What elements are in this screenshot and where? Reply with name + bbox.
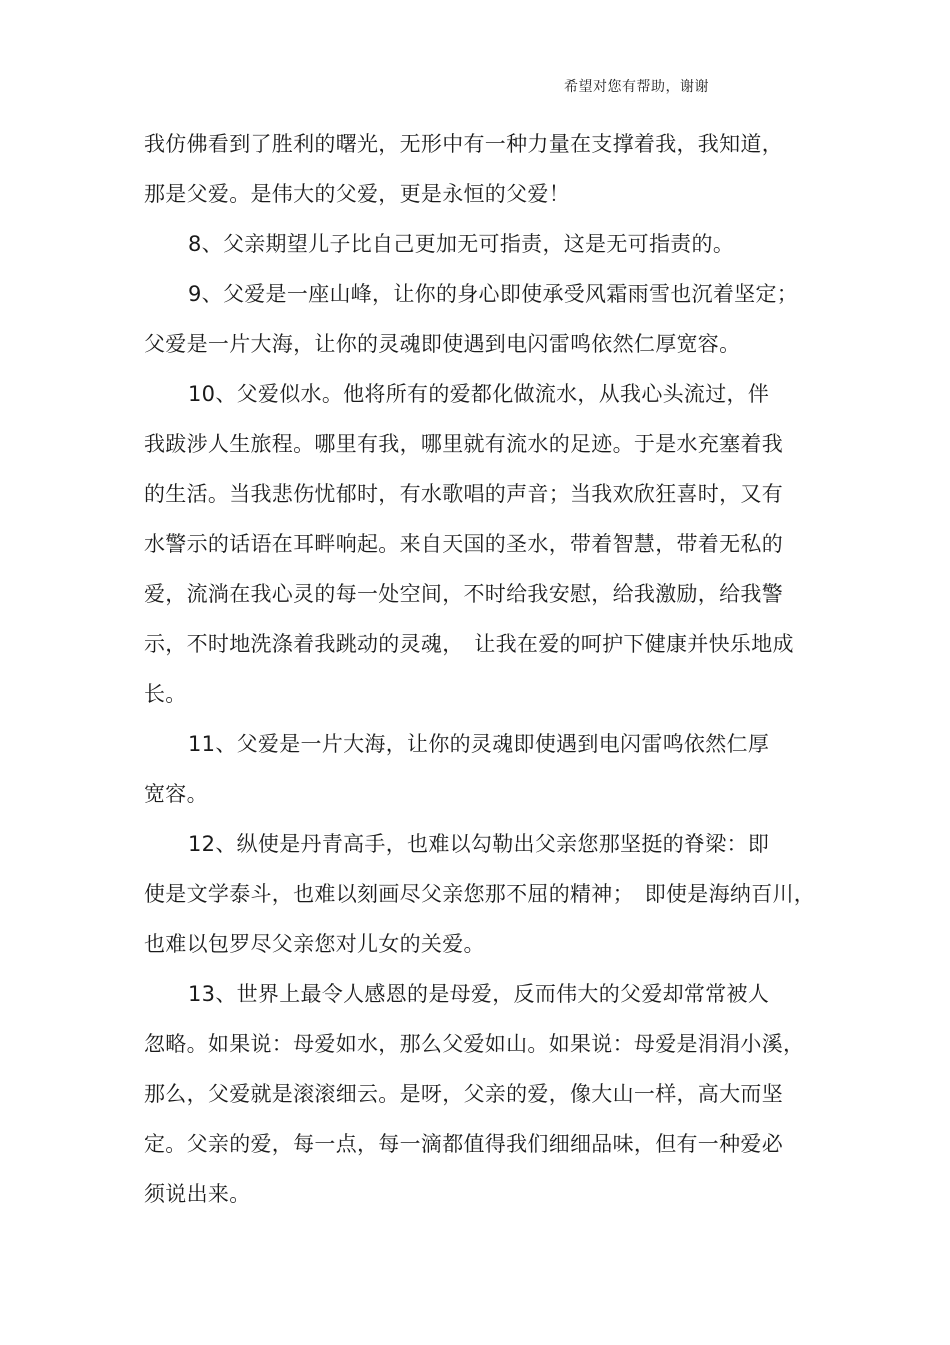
text-line: 须说出来。 <box>144 1182 251 1206</box>
text-line: 长。 <box>144 682 187 706</box>
text-line: 忽略。如果说：母爱如水，那么父爱如山。如果说：母爱是涓涓小溪， <box>144 1032 805 1056</box>
document-body <box>144 119 816 1219</box>
text-line: 父爱是一片大海，让你的灵魂即使遇到电闪雷鸣依然仁厚宽容。 <box>144 332 741 356</box>
text-line: 那是父爱。是伟大的父爱，更是永恒的父爱！ <box>144 182 570 206</box>
paragraph-8-line: 8、父亲期望儿子比自己更加无可指责，这是无可指责的。 <box>188 232 735 256</box>
text-line: 那么，父爱就是滚滚细云。是呀，父亲的爱，像大山一样，高大而坚 <box>144 1082 783 1106</box>
paragraph-13-line: 13、世界上最令人感恩的是母爱，反而伟大的父爱却常常被人 <box>188 982 770 1006</box>
text-line: 定。父亲的爱，每一点，每一滴都值得我们细细品味，但有一种爱必 <box>144 1132 783 1156</box>
paragraph-10-line: 10、父爱似水。他将所有的爱都化做流水，从我心头流过，伴 <box>188 382 770 406</box>
header-note: 希望对您有帮助，谢谢 <box>564 79 709 95</box>
text-line: 爱，流淌在我心灵的每一处空间，不时给我安慰，给我激励，给我警 <box>144 582 783 606</box>
text-line: 也难以包罗尽父亲您对儿女的关爱。 <box>144 932 485 956</box>
text-line: 我跋涉人生旅程。哪里有我，哪里就有流水的足迹。于是水充塞着我 <box>144 432 783 456</box>
text-line: 水警示的话语在耳畔响起。来自天国的圣水，带着智慧，带着无私的 <box>144 532 783 556</box>
text-line: 示，不时地洗涤着我跳动的灵魂， 让我在爱的呵护下健康并快乐地成 <box>144 632 794 656</box>
text-line: 的生活。当我悲伤忧郁时，有水歌唱的声音；当我欢欣狂喜时，又有 <box>144 482 783 506</box>
text-line: 使是文学泰斗，也难以刻画尽父亲您那不屈的精神； 即使是海纳百川， <box>144 882 816 906</box>
text-line: 我仿佛看到了胜利的曙光，无形中有一种力量在支撑着我，我知道， <box>144 132 783 156</box>
paragraph-11-line: 11、父爱是一片大海，让你的灵魂即使遇到电闪雷鸣依然仁厚 <box>188 732 770 756</box>
paragraph-9-line: 9、父爱是一座山峰，让你的身心即使承受风霜雨雪也沉着坚定； <box>188 282 799 306</box>
text-line: 宽容。 <box>144 782 208 806</box>
paragraph-12-line: 12、纵使是丹青高手，也难以勾勒出父亲您那坚挺的脊梁：即 <box>188 832 770 856</box>
